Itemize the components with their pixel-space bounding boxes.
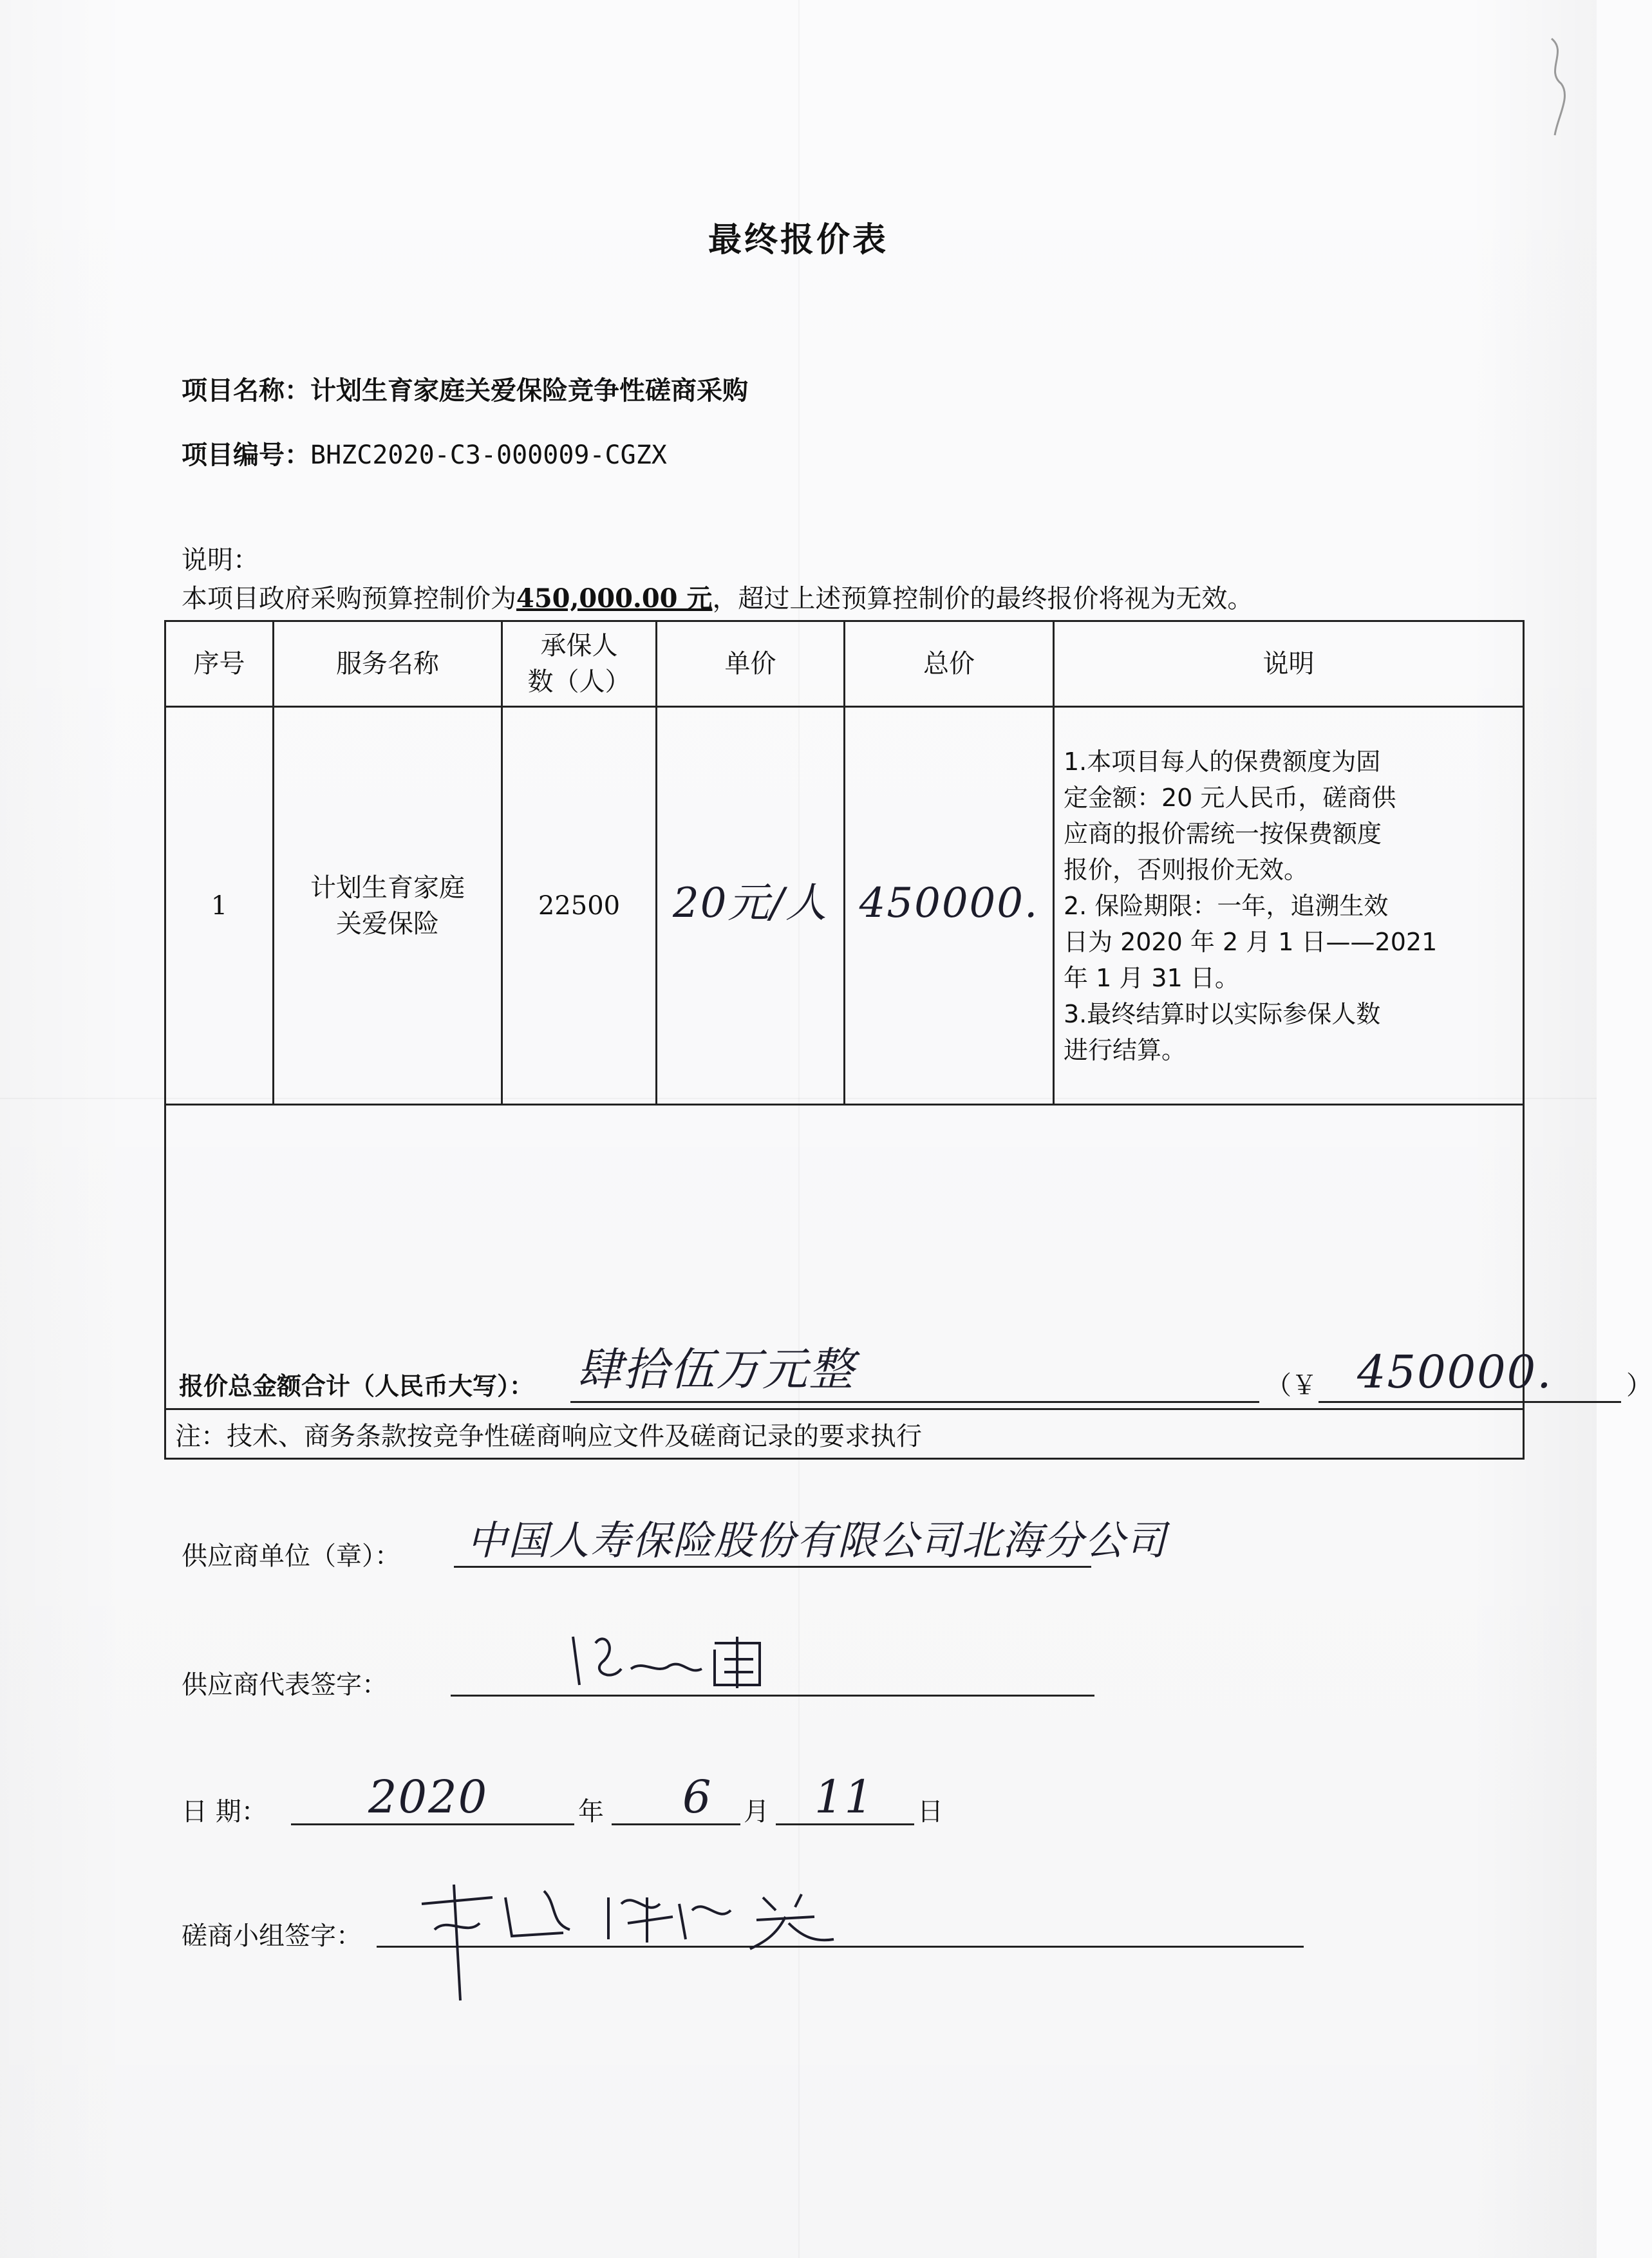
table-header-row bbox=[165, 621, 1524, 707]
project-code-value: BHZC2020-C3-000009-CGZX bbox=[310, 440, 667, 470]
supplier-field bbox=[454, 1507, 1168, 1568]
desc-line: 3.最终结算时以实际参保人数 bbox=[1064, 999, 1381, 1028]
yen-open: （￥ bbox=[1266, 1371, 1317, 1400]
quote-table bbox=[164, 620, 1652, 1460]
rep-signature-field bbox=[451, 1635, 1094, 1697]
handwritten-month: 6 bbox=[682, 1771, 713, 1823]
header-service: 服务名称 bbox=[274, 621, 502, 707]
yen-close: ） bbox=[1626, 1371, 1652, 1400]
date-label: 日 期： bbox=[182, 1797, 267, 1827]
year-suffix: 年 bbox=[578, 1797, 604, 1827]
handwritten-day: 11 bbox=[814, 1771, 875, 1823]
header-insured-line2: 数（人） bbox=[527, 667, 631, 697]
table-row bbox=[165, 707, 1524, 1105]
project-code-label: 项目编号： bbox=[182, 440, 310, 470]
month-suffix: 月 bbox=[744, 1797, 769, 1827]
panel-label: 磋商小组签字： bbox=[182, 1921, 362, 1951]
handwritten-supplier: 中国人寿保险股份有限公司北海分公司 bbox=[467, 1517, 1168, 1564]
total-words-field bbox=[570, 1343, 1259, 1403]
cell-service-line2: 关爱保险 bbox=[336, 908, 439, 939]
desc-line: 1.本项目每人的保费额度为固 bbox=[1064, 747, 1381, 776]
budget-amount: 450,000.00 元 bbox=[516, 583, 713, 614]
header-insured-line1: 承保人 bbox=[540, 631, 618, 661]
rep-signature-scribble bbox=[567, 1624, 837, 1695]
footnote-cell: 注：技术、商务条款按竞争性磋商响应文件及磋商记录的要求执行 bbox=[165, 1409, 1524, 1459]
day-suffix: 日 bbox=[917, 1797, 943, 1827]
rep-label: 供应商代表签字： bbox=[182, 1670, 388, 1700]
total-cell bbox=[165, 1105, 1652, 1409]
footnote-row bbox=[165, 1409, 1524, 1459]
note-text bbox=[182, 578, 1253, 615]
supplier-label: 供应商单位（章）： bbox=[182, 1541, 400, 1571]
total-number-field bbox=[1319, 1343, 1621, 1403]
desc-line: 进行结算。 bbox=[1064, 1035, 1187, 1064]
cell-total bbox=[845, 707, 1054, 1105]
corner-pencil-mark bbox=[1532, 26, 1577, 155]
header-insured bbox=[502, 621, 657, 707]
note-text-before: 本项目政府采购预算控制价为 bbox=[182, 584, 516, 614]
desc-line: 定金额：20 元人民币，磋商供 bbox=[1064, 783, 1396, 812]
header-desc: 说明 bbox=[1054, 621, 1524, 707]
total-row bbox=[165, 1105, 1524, 1409]
cell-insured: 22500 bbox=[502, 707, 657, 1105]
page-title: 最终报价表 bbox=[708, 221, 888, 259]
project-code-line bbox=[182, 435, 667, 471]
cell-no: 1 bbox=[165, 707, 274, 1105]
date-month-field bbox=[612, 1764, 740, 1825]
total-amount-label: 报价总金额合计（人民币大写）： bbox=[179, 1372, 534, 1400]
handwritten-unit-price: 20元/人 bbox=[673, 879, 828, 927]
header-no: 序号 bbox=[165, 621, 274, 707]
note-text-after: ，超过上述预算控制价的最终报价将视为无效。 bbox=[712, 584, 1253, 614]
header-total: 总价 bbox=[845, 621, 1054, 707]
panel-signature-field bbox=[377, 1886, 1304, 1948]
desc-line: 应商的报价需统一按保费额度 bbox=[1064, 819, 1382, 848]
handwritten-total-words: 肆拾伍万元整 bbox=[577, 1343, 855, 1396]
note-label: 说明： bbox=[182, 545, 259, 575]
desc-line: 报价，否则报价无效。 bbox=[1064, 855, 1309, 884]
desc-line: 2. 保险期限：一年，追溯生效 bbox=[1064, 891, 1389, 920]
desc-line: 年 1 月 31 日。 bbox=[1064, 963, 1239, 992]
project-name-label: 项目名称： bbox=[182, 376, 310, 406]
panel-signature-scribble bbox=[415, 1878, 866, 2007]
handwritten-total: 450000. bbox=[859, 879, 1039, 927]
desc-line: 日为 2020 年 2 月 1 日——2021 bbox=[1064, 927, 1438, 956]
header-unit-price: 单价 bbox=[657, 621, 845, 707]
handwritten-year: 2020 bbox=[368, 1771, 489, 1823]
date-year-field bbox=[291, 1764, 574, 1825]
cell-service-line1: 计划生育家庭 bbox=[310, 872, 465, 903]
project-name-value: 计划生育家庭关爱保险竞争性磋商采购 bbox=[310, 376, 748, 406]
cell-unit-price bbox=[657, 707, 845, 1105]
handwritten-total-number: 450000. bbox=[1357, 1346, 1553, 1398]
cell-service bbox=[274, 707, 502, 1105]
project-name-line bbox=[182, 370, 748, 407]
date-day-field bbox=[776, 1764, 914, 1825]
cell-desc bbox=[1054, 707, 1524, 1105]
